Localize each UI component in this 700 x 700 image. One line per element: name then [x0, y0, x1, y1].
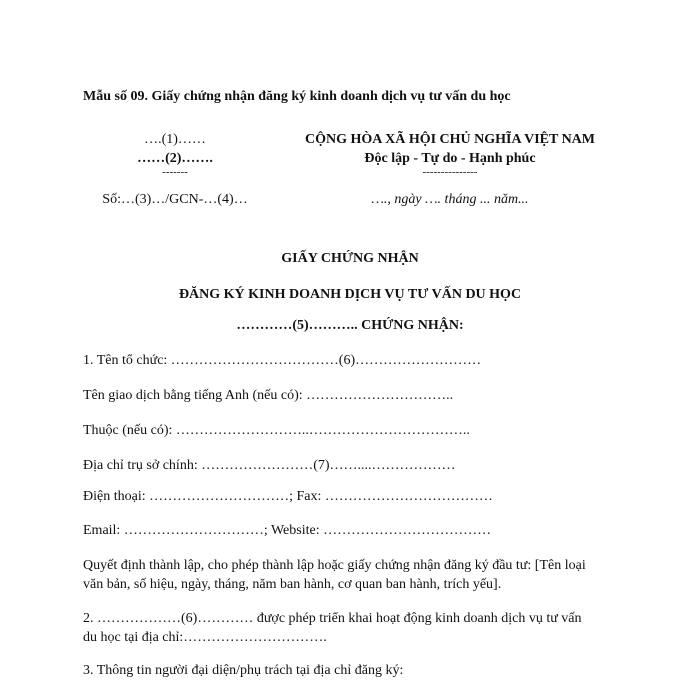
right-rule: ---------------	[422, 166, 478, 178]
national-motto: Độc lập - Tự do - Hạnh phúc	[364, 151, 536, 166]
phone-fax-field: Điện thoại: …………………………; Fax: ………………………………	[83, 489, 493, 504]
issuing-agency-line1: ….(1)……	[144, 132, 206, 147]
left-rule: -------	[162, 166, 188, 178]
issue-date: …., ngày …. tháng ... năm...	[371, 192, 529, 207]
email-website-field: Email: …………………………; Website: ………………………………	[83, 523, 492, 538]
certifying-authority: …………(5)……….. CHỨNG NHẬN:	[236, 318, 464, 333]
permitted-address-line-2: du học tại địa chỉ:………………………….	[83, 630, 327, 645]
national-title: CỘNG HÒA XÃ HỘI CHỦ NGHĨA VIỆT NAM	[304, 132, 595, 147]
decision-line-2: văn bản, số hiệu, ngày, tháng, năm ban hành, cơ quan ban hành, trích yếu].	[83, 577, 502, 592]
org-name-field: 1. Tên tổ chức: ………………………………(6)………………………	[83, 353, 482, 368]
certificate-subtitle: ĐĂNG KÝ KINH DOANH DỊCH VỤ TƯ VẤN DU HỌC	[178, 287, 522, 302]
belongs-to-field: Thuộc (nếu có): ………………………..……………………………..	[83, 423, 470, 438]
permitted-address-line-1: 2. ………………(6)………… được phép triển khai hoạt động kinh doanh dịch vụ tư vấn	[83, 611, 582, 626]
head-office-field: Địa chỉ trụ sở chính: ……………………(7)……....………………	[83, 458, 456, 473]
certificate-title: GIẤY CHỨNG NHẬN	[281, 251, 419, 266]
issuing-agency-line2: ……(2)…….	[137, 151, 213, 166]
representative-info-heading: 3. Thông tin người đại diện/phụ trách tại địa chỉ đăng ký:	[83, 663, 404, 678]
english-name-field: Tên giao dịch bằng tiếng Anh (nếu có): …………………………..	[83, 388, 454, 403]
decision-line-1: Quyết định thành lập, cho phép thành lập hoặc giấy chứng nhận đăng ký đầu tư: [Tên loại	[83, 558, 586, 573]
certificate-number: Số:…(3)…/GCN-…(4)…	[102, 192, 248, 207]
form-title: Mẫu số 09. Giấy chứng nhận đăng ký kinh doanh dịch vụ tư vấn du học	[83, 89, 511, 104]
